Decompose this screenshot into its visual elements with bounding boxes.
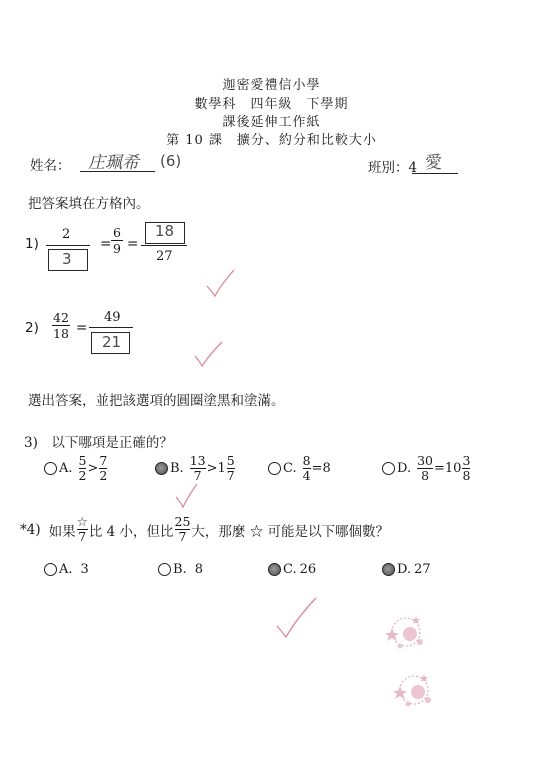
q4-option-b[interactable]: B. 8 [158, 562, 203, 577]
q3-b-frac2: 5 7 [226, 453, 235, 483]
q1-frac-a-num: 2 [62, 227, 71, 242]
lesson-title: 第 10 課 擴分、約分和比較大小 [166, 133, 377, 148]
q4-text-3: 大，那麼 ☆ 可能是以下哪個數？ [191, 523, 389, 540]
q4-star-frac: ☆ 7 [76, 514, 88, 544]
q3-b-whole: 1 [217, 461, 226, 476]
q3-question: 3) 以下哪項是正確的？ [24, 435, 173, 451]
q3-a-frac2: 7 2 [99, 453, 108, 483]
q1-equals-2: = [127, 236, 139, 252]
q1-frac-b-num: 6 [113, 225, 121, 240]
q3-d-frac1: 30 8 [417, 453, 433, 483]
name-label: 姓名： [30, 158, 71, 174]
q2-frac-a-den: 18 [53, 326, 69, 341]
q3-a-op: > [87, 461, 99, 476]
star-icon: ☆ [76, 514, 88, 529]
q4-text-1: 如果 [48, 523, 76, 540]
q1-frac-b-den: 9 [113, 241, 121, 256]
q4-option-b-value: 8 [194, 562, 203, 577]
section1-instruction: 把答案填在方格內。 [28, 196, 150, 212]
q4-option-d-value: 27 [414, 562, 431, 577]
tick-icon [176, 484, 197, 507]
q2-answer: 21 [102, 333, 122, 351]
name-handwriting: 庄珮希 [88, 153, 139, 173]
q4-option-c[interactable]: C. 26 [268, 562, 316, 577]
tick-icon [195, 342, 222, 366]
school-name: 迦密愛禮信小學 [222, 78, 321, 93]
star-stamp-icon [380, 608, 430, 656]
class-label: 班別：4 [368, 160, 418, 176]
subject-line: 數學科 四年級 下學期 [194, 97, 349, 112]
q2-label: 2) [25, 320, 39, 336]
tick-icon [277, 598, 316, 637]
class-handwriting: 愛 [425, 153, 442, 173]
q3-option-c-letter: C. [283, 461, 297, 476]
q3-c-rhs: =8 [311, 461, 331, 476]
worksheet-type: 課後延伸工作紙 [222, 115, 321, 130]
section2-instruction: 選出答案，並把該選項的圓圈塗黑和塗滿。 [28, 393, 285, 409]
q3-c-frac: 8 4 [302, 453, 311, 483]
q3-option-d-letter: D. [397, 461, 412, 476]
q4-option-d[interactable]: D. 27 [382, 562, 431, 577]
q4-option-a[interactable]: A. 3 [44, 562, 89, 577]
q4-option-a-value: 3 [80, 562, 89, 577]
q1-answer-2: 18 [155, 222, 175, 240]
q1-frac-c-den: 27 [156, 249, 173, 264]
q3-b-op: > [206, 461, 218, 476]
tick-icon [207, 270, 234, 296]
q4-text-2: 比 4 小，但比 [88, 523, 174, 540]
class-number: (6) [160, 152, 182, 170]
q4-frac: 25 7 [174, 514, 191, 544]
q1-label: 1) [25, 236, 39, 252]
star-stamp-icon [388, 666, 438, 714]
q3-d-frac2: 3 8 [462, 453, 471, 483]
q3-option-a-letter: A. [59, 461, 73, 476]
q3-d-rhs: =10 [434, 461, 462, 476]
q2-frac-b-num: 49 [104, 310, 121, 325]
q3-a-frac1: 5 2 [78, 453, 87, 483]
q1-equals-1: = [100, 236, 112, 252]
q3-b-frac1: 13 7 [189, 453, 206, 483]
q4-label: *4) [20, 521, 41, 538]
q4-option-c-value: 26 [299, 562, 317, 577]
q2-frac-a-num: 42 [53, 310, 69, 325]
q1-answer-1: 3 [62, 250, 72, 268]
q2-equals: = [76, 320, 88, 336]
q3-option-b-letter: B. [170, 461, 184, 476]
